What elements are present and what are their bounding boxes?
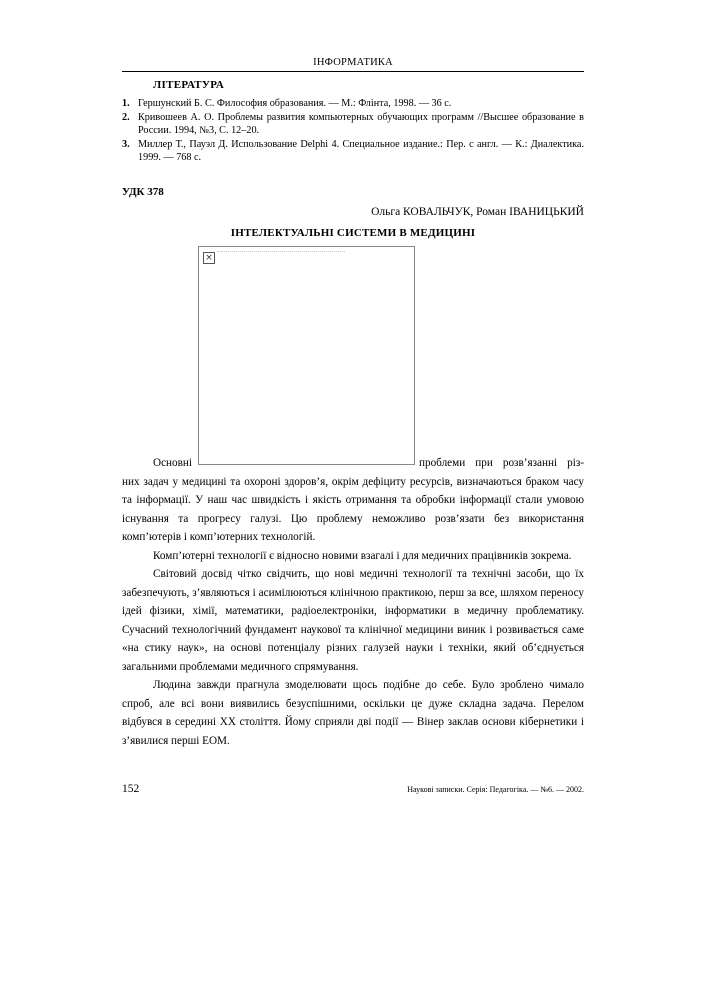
paragraph-1-rest: них задач у медицині та охороні здоров’я, окрім дефіциту ресурсів, визначаються браком часу та інформації. У наш час швидкість і якість отримання та обробки інформації стали умовою існування та прогресу галузі. Цю проблему неможливо розв’язати без використання комп’ютерів і комп’ютерних технологій. bbox=[122, 475, 584, 543]
reference-item bbox=[122, 138, 584, 165]
article-authors: Ольга КОВАЛЬЧУК, Роман ІВАНИЦЬКИЙ bbox=[371, 206, 584, 218]
reference-item bbox=[122, 111, 584, 138]
reference-number: 2. bbox=[122, 111, 130, 123]
reference-text: Миллер Т., Пауэл Д. Использование Delphi 4. Специальное издание.: Пер. с англ. — К.: Диалектика. 1999. — 768 с. bbox=[138, 138, 584, 163]
paragraph-1-after-image: проблеми при розв’язанні різ- bbox=[419, 457, 584, 469]
page-number: 152 bbox=[122, 783, 140, 795]
paragraph-2: Комп’ютерні технології є відносно новими взагалі і для медичних працівників зокрема. bbox=[153, 549, 572, 562]
running-head: ІНФОРМАТИКА bbox=[313, 57, 393, 68]
journal-citation: Наукові записки. Серія: Педагогіка. — №6. — 2002. bbox=[407, 785, 584, 794]
header-rule bbox=[122, 71, 584, 72]
reference-text: Кривошеев А. О. Проблемы развития компьютерных обучающих программ //Высшее образование в России. 1994, №3, С. 12–20. bbox=[138, 111, 584, 136]
reference-item bbox=[122, 97, 584, 111]
paragraph-4: Людина завжди прагнула змоделювати щось подібне до себе. Було зроблено чимало спроб, але всі вони виявились безуспішними, оскільки це дуже складна задача. Перелом відбувся в середині XX століття. Йому сприяли дві події — Вінер заклав основи кібернетики і з’явилися перші ЕОМ. bbox=[122, 679, 584, 747]
image-caption-line bbox=[217, 251, 345, 252]
reference-number: 3. bbox=[122, 138, 130, 150]
article-body bbox=[122, 473, 584, 751]
paragraph-1-start: Основні bbox=[153, 457, 193, 469]
reference-number: 1. bbox=[122, 98, 130, 109]
reference-list bbox=[122, 97, 584, 165]
broken-image-placeholder bbox=[198, 246, 415, 465]
paragraph-3: Світовий досвід чітко свідчить, що нові медичні технології та технічні засоби, що їх забезпечують, з’являються і асимілюються клінічною практикою, перш за все, шляхом переносу ідей фізики, хімії, математики, радіоелектроніки, інформатики в медичну проблематику. Сучасний технологічний фундамент наукової та клінічної медицини виник і розвивається саме «на стику наук», на основі потенціалу різних галузей науки і техніки, який об’єднується загальними проблемами медичного спрямування. bbox=[122, 568, 584, 673]
article-title: ІНТЕЛЕКТУАЛЬНІ СИСТЕМИ В МЕДИЦИНІ bbox=[230, 227, 476, 239]
literature-heading: ЛІТЕРАТУРА bbox=[153, 79, 225, 91]
reference-text: Гершунский Б. С. Философия образования. — М.: Флінта, 1998. — 36 с. bbox=[138, 98, 452, 109]
udk-code: УДК 378 bbox=[122, 186, 164, 198]
broken-image-icon: × bbox=[203, 252, 215, 264]
